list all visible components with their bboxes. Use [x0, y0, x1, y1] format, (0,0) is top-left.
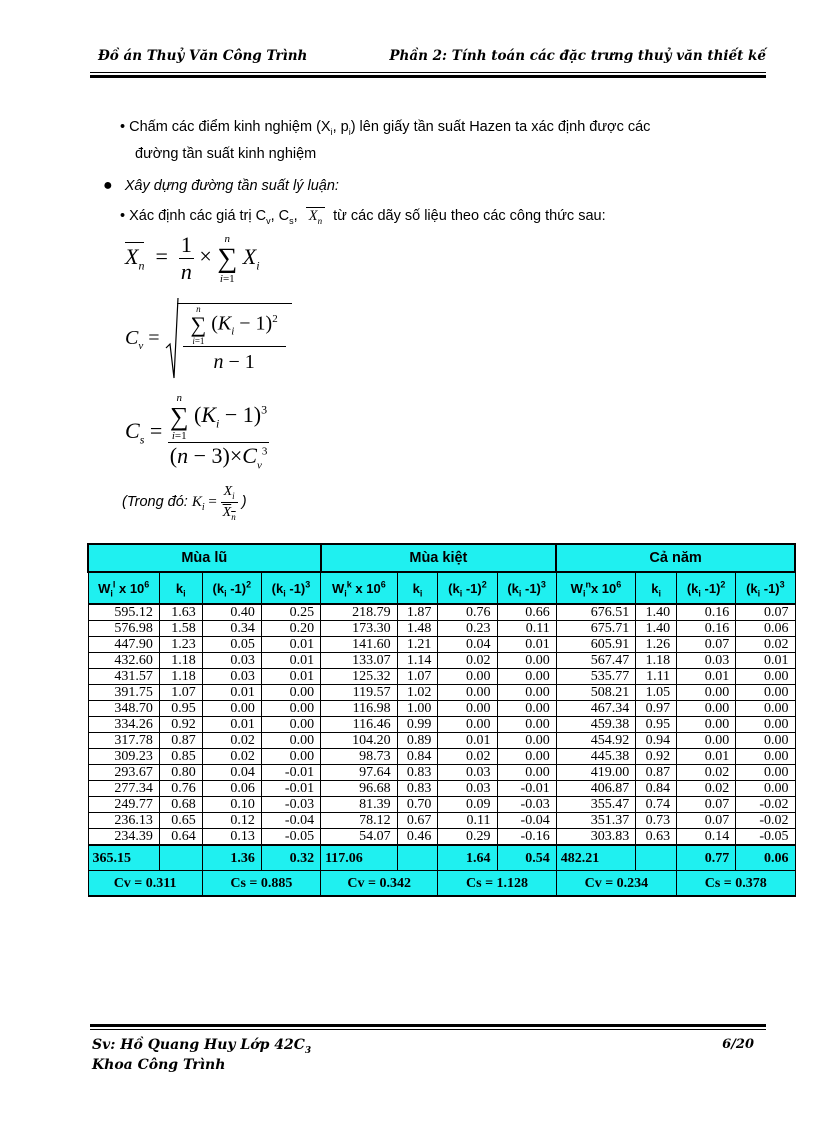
table-cell: 0.01 [261, 669, 320, 685]
table-cell: 0.07 [677, 813, 736, 829]
sum-cell: 1.36 [202, 845, 261, 871]
table-cell: 0.01 [261, 653, 320, 669]
table-cell: 0.01 [736, 653, 795, 669]
table-cell: 0.23 [438, 621, 497, 637]
table-cell: 0.87 [159, 733, 202, 749]
table-cell: 0.00 [497, 765, 556, 781]
sum-cell [397, 845, 438, 871]
table-cell: 0.16 [677, 604, 736, 621]
bullet-empirical-line2: đường tần suất kinh nghiệm [135, 146, 317, 162]
table-cell: 0.05 [202, 637, 261, 653]
table-cell: 675.71 [556, 621, 636, 637]
sum-cell: 482.21 [556, 845, 636, 871]
table-cell: 317.78 [88, 733, 159, 749]
table-cell: 0.85 [159, 749, 202, 765]
table-cell: 1.58 [159, 621, 202, 637]
table-cell: 173.30 [321, 621, 398, 637]
table-cell: 0.01 [677, 749, 736, 765]
table-cell: 351.37 [556, 813, 636, 829]
col-wl: $W_i^l$ x $10^6$ [88, 572, 159, 604]
table-cell: 1.40 [636, 621, 677, 637]
table-cell: 334.26 [88, 717, 159, 733]
table-cell: 0.95 [636, 717, 677, 733]
table-cell: 0.01 [438, 733, 497, 749]
table-cell: 0.00 [261, 749, 320, 765]
table-cell: 0.01 [261, 637, 320, 653]
table-cell: 293.67 [88, 765, 159, 781]
table-group-header [88, 544, 795, 572]
table-cell: 0.20 [261, 621, 320, 637]
table-cell: -0.16 [497, 829, 556, 846]
sum-cell: 0.32 [261, 845, 320, 871]
table-cell: 0.00 [497, 653, 556, 669]
header-left: Đồ án Thuỷ Văn Công Trình [98, 48, 308, 64]
table-cell: 0.01 [202, 717, 261, 733]
table-cell: 0.00 [736, 765, 795, 781]
statistics-table [87, 543, 796, 897]
table-cell: 0.76 [159, 781, 202, 797]
table-cell: 1.07 [159, 685, 202, 701]
table-cell: 0.11 [438, 813, 497, 829]
table-cell: 0.02 [202, 749, 261, 765]
col-k-sq: ($k_i$ -1)$^2$ [202, 572, 261, 604]
table-row [88, 669, 795, 685]
table-cell: 97.64 [321, 765, 398, 781]
table-cell: 0.67 [397, 813, 438, 829]
table-cell: 0.00 [736, 701, 795, 717]
table-cell: 0.07 [677, 797, 736, 813]
header-right: Phần 2: Tính toán các đặc trưng thuỷ văn thiết kế [389, 48, 766, 64]
table-cell: 0.06 [202, 781, 261, 797]
table-row [88, 621, 795, 637]
table-cell: 81.39 [321, 797, 398, 813]
table-cell: 0.00 [497, 701, 556, 717]
table-cell: 1.05 [636, 685, 677, 701]
table-cell: 0.00 [261, 685, 320, 701]
table-cell: 104.20 [321, 733, 398, 749]
table-cell: 0.00 [677, 685, 736, 701]
table-cell: 348.70 [88, 701, 159, 717]
table-cell: 0.02 [438, 653, 497, 669]
table-cell: 116.46 [321, 717, 398, 733]
table-cell: 309.23 [88, 749, 159, 765]
table-cell: 0.00 [438, 669, 497, 685]
table-cell: 0.00 [202, 701, 261, 717]
table-cell: 0.11 [497, 621, 556, 637]
table-cell: 0.01 [202, 685, 261, 701]
table-cell: 1.00 [397, 701, 438, 717]
table-cell: 605.91 [556, 637, 636, 653]
table-cell: 419.00 [556, 765, 636, 781]
sum-cell: 1.64 [438, 845, 497, 871]
page-number: 6/20 [722, 1037, 754, 1052]
table-cell: 0.00 [736, 717, 795, 733]
bullet-dot-icon: ● [103, 177, 113, 194]
table-cell: 96.68 [321, 781, 398, 797]
table-sum-row [88, 845, 795, 871]
table-cell: 567.47 [556, 653, 636, 669]
table-cell: 1.26 [636, 637, 677, 653]
table-cell: 0.02 [736, 637, 795, 653]
table-cell: 0.80 [159, 765, 202, 781]
group-dry-season: Mùa kiệt [321, 544, 557, 572]
table-cell: 1.63 [159, 604, 202, 621]
table-cell: -0.05 [261, 829, 320, 846]
table-cell: 0.07 [736, 604, 795, 621]
table-body [88, 604, 795, 845]
table-cell: 0.94 [636, 733, 677, 749]
table-cell: 0.00 [677, 717, 736, 733]
table-cell: 0.29 [438, 829, 497, 846]
table-cell: 0.00 [736, 781, 795, 797]
col-k: $k_i$ [636, 572, 677, 604]
table-cell: 0.83 [397, 781, 438, 797]
table-cell: 0.64 [159, 829, 202, 846]
table-cell: 0.89 [397, 733, 438, 749]
table-cell: 1.18 [636, 653, 677, 669]
table-cell: 0.00 [677, 701, 736, 717]
footer-author: Sv: Hồ Quang Huy Lớp $42C_3$ [92, 1037, 312, 1056]
sum-cell [636, 845, 677, 871]
table-cell: 141.60 [321, 637, 398, 653]
table-row [88, 829, 795, 846]
table-cell: 355.47 [556, 797, 636, 813]
table-row [88, 685, 795, 701]
table-row [88, 781, 795, 797]
table-cell: 459.38 [556, 717, 636, 733]
table-column-header [88, 572, 795, 604]
formula-note: (Trong đó: $K_i$ = $\frac{X_i}{X_n}$ ) [122, 484, 247, 522]
col-k-sq: ($k_i$ -1)$^2$ [438, 572, 497, 604]
table-cell: 0.02 [202, 733, 261, 749]
table-cell: 125.32 [321, 669, 398, 685]
table-row [88, 813, 795, 829]
table-row [88, 604, 795, 621]
table-cell: 0.02 [677, 781, 736, 797]
col-k: $k_i$ [397, 572, 438, 604]
table-cell: 595.12 [88, 604, 159, 621]
table-cell: 234.39 [88, 829, 159, 846]
table-cell: 0.03 [438, 765, 497, 781]
flood-cs: Cs = 0.885 [202, 871, 320, 897]
table-cell: 78.12 [321, 813, 398, 829]
table-cell: 0.87 [636, 765, 677, 781]
formula-mean: $X_n$ = $\frac{1}{n}$ × n ∑ i=1 $X_i$ [125, 232, 260, 285]
table-cell: 0.04 [438, 637, 497, 653]
table-cell: 0.00 [736, 733, 795, 749]
table-cell: 406.87 [556, 781, 636, 797]
table-cell: -0.02 [736, 797, 795, 813]
table-cell: 576.98 [88, 621, 159, 637]
table-cell: 432.60 [88, 653, 159, 669]
table-cell: 391.75 [88, 685, 159, 701]
table-cell: 0.13 [202, 829, 261, 846]
table-cell: 0.25 [261, 604, 320, 621]
table-cell: -0.05 [736, 829, 795, 846]
table-cell: 0.00 [497, 669, 556, 685]
table-cell: 445.38 [556, 749, 636, 765]
table-cell: 98.73 [321, 749, 398, 765]
table-row [88, 653, 795, 669]
table-cell: -0.03 [261, 797, 320, 813]
table-cell: 54.07 [321, 829, 398, 846]
formula-cv: $C_v$ = n ∑ i=1 $(K_i - 1)^2$ n − 1 [125, 296, 292, 380]
table-cell: 0.12 [202, 813, 261, 829]
header-rule-thin [90, 72, 766, 73]
table-cell: 0.00 [261, 701, 320, 717]
table-cell: 508.21 [556, 685, 636, 701]
table-cell: 0.09 [438, 797, 497, 813]
col-wk: $W_i^k$ x $10^6$ [321, 572, 398, 604]
table-cell: 0.63 [636, 829, 677, 846]
col-k-cube: ($k_i$ -1)$^3$ [261, 572, 320, 604]
table-cell: 236.13 [88, 813, 159, 829]
section-heading: ● Xây dựng đường tần suất lý luận: [103, 177, 339, 194]
table-cell: 1.48 [397, 621, 438, 637]
sum-cell: 365.15 [88, 845, 159, 871]
xn-bar-symbol: $X_n$ [306, 207, 325, 224]
table-cell: 1.23 [159, 637, 202, 653]
table-cell: 0.10 [202, 797, 261, 813]
table-row [88, 637, 795, 653]
table-cell: 676.51 [556, 604, 636, 621]
footer-faculty: Khoa Công Trình [92, 1057, 226, 1073]
table-cell: 0.03 [677, 653, 736, 669]
table-cell: 1.18 [159, 669, 202, 685]
year-cs: Cs = 0.378 [677, 871, 795, 897]
table-cell: 431.57 [88, 669, 159, 685]
table-cell: -0.01 [261, 781, 320, 797]
table-cell: 0.74 [636, 797, 677, 813]
group-flood-season: Mùa lũ [88, 544, 321, 572]
col-k-sq: ($k_i$ -1)$^2$ [677, 572, 736, 604]
table-cell: 1.07 [397, 669, 438, 685]
sum-cell: 0.54 [497, 845, 556, 871]
flood-cv: Cv = 0.311 [88, 871, 202, 897]
col-k-cube: ($k_i$ -1)$^3$ [736, 572, 795, 604]
table-cell: 0.66 [497, 604, 556, 621]
table-cell: 0.00 [438, 685, 497, 701]
table-cell: 1.11 [636, 669, 677, 685]
table-cell: 0.70 [397, 797, 438, 813]
table-cell: -0.03 [497, 797, 556, 813]
footer-rule-thin [90, 1029, 766, 1030]
table-cell: 0.16 [677, 621, 736, 637]
table-cell: 277.34 [88, 781, 159, 797]
table-cell: 1.87 [397, 604, 438, 621]
table-cell: 1.40 [636, 604, 677, 621]
table-cell: 116.98 [321, 701, 398, 717]
table-cell: 0.65 [159, 813, 202, 829]
table-cell: 0.04 [202, 765, 261, 781]
col-wn: $W_i^nx$ $10^6$ [556, 572, 636, 604]
table-cell: 218.79 [321, 604, 398, 621]
table-cell: 0.00 [497, 685, 556, 701]
sum-cell: 117.06 [321, 845, 398, 871]
sum-cell [159, 845, 202, 871]
table-cell: 0.00 [677, 733, 736, 749]
table-cell: 0.83 [397, 765, 438, 781]
table-row [88, 717, 795, 733]
table-cell: -0.01 [261, 765, 320, 781]
table-cell: -0.01 [497, 781, 556, 797]
table-cell: 0.00 [261, 717, 320, 733]
table-cell: -0.04 [261, 813, 320, 829]
table-row [88, 765, 795, 781]
bullet-parameters: • Xác định các giá trị $C_v$, $C_s$, $X_n$ từ các dãy số liệu theo các công thức sau: [120, 208, 606, 226]
table-cell: 1.14 [397, 653, 438, 669]
table-cell: 0.73 [636, 813, 677, 829]
table-cell: 1.02 [397, 685, 438, 701]
table-cell: 0.92 [636, 749, 677, 765]
table-cell: 0.03 [202, 653, 261, 669]
table-cell: 0.14 [677, 829, 736, 846]
table-cell: 447.90 [88, 637, 159, 653]
col-k-cube: ($k_i$ -1)$^3$ [497, 572, 556, 604]
table-cell: 0.01 [677, 669, 736, 685]
table-cell: 454.92 [556, 733, 636, 749]
col-k: $k_i$ [159, 572, 202, 604]
table-cell: 0.99 [397, 717, 438, 733]
table-cell: 0.00 [438, 717, 497, 733]
table-cell: 467.34 [556, 701, 636, 717]
table-cell: 535.77 [556, 669, 636, 685]
dry-cs: Cs = 1.128 [438, 871, 556, 897]
table-cell: 1.18 [159, 653, 202, 669]
table-cell: 133.07 [321, 653, 398, 669]
sum-cell: 0.06 [736, 845, 795, 871]
table-cell: 0.00 [497, 749, 556, 765]
table-cell: 0.40 [202, 604, 261, 621]
page-header [90, 48, 766, 70]
table-cell: 303.83 [556, 829, 636, 846]
table-cell: -0.02 [736, 813, 795, 829]
group-whole-year: Cả năm [556, 544, 795, 572]
table-row [88, 701, 795, 717]
table-row [88, 797, 795, 813]
table-cell: 249.77 [88, 797, 159, 813]
table-cell: 0.00 [736, 669, 795, 685]
table-cell: 0.92 [159, 717, 202, 733]
table-cell: 0.00 [438, 701, 497, 717]
year-cv: Cv = 0.234 [556, 871, 676, 897]
table-cell: 0.00 [497, 733, 556, 749]
table-cell: 0.02 [438, 749, 497, 765]
table-cell: 1.21 [397, 637, 438, 653]
table-cell: 0.00 [736, 685, 795, 701]
table-cell: 0.03 [202, 669, 261, 685]
footer-rule-thick [90, 1024, 766, 1027]
header-rule-thick [90, 75, 766, 78]
sum-cell: 0.77 [677, 845, 736, 871]
table-cell: 0.34 [202, 621, 261, 637]
bullet-empirical-points: • Chấm các điểm kinh nghiệm ($X_i$, $p_i$) lên giấy tần suất Hazen ta xác định được các [120, 119, 651, 137]
table-cell: 0.76 [438, 604, 497, 621]
table-cell: 0.00 [261, 733, 320, 749]
table-cell: 119.57 [321, 685, 398, 701]
table-cell: 0.84 [636, 781, 677, 797]
dry-cv: Cv = 0.342 [321, 871, 438, 897]
table-cell: 0.00 [736, 749, 795, 765]
table-cell: 0.03 [438, 781, 497, 797]
table-row [88, 733, 795, 749]
table-cell: 0.95 [159, 701, 202, 717]
table-cell: 0.46 [397, 829, 438, 846]
table-cell: 0.97 [636, 701, 677, 717]
formula-cs: $C_s$ = n ∑ i=1 $(K_i - 1)^3$ $(n - 3)\times C_v^3$ [125, 392, 268, 472]
table-cell: 0.07 [677, 637, 736, 653]
table-cell: 0.00 [497, 717, 556, 733]
table-cell: 0.06 [736, 621, 795, 637]
table-row [88, 749, 795, 765]
table-cell: 0.02 [677, 765, 736, 781]
table-cell: -0.04 [497, 813, 556, 829]
table-coefficient-row [88, 871, 795, 897]
table-cell: 0.01 [497, 637, 556, 653]
table-cell: 0.84 [397, 749, 438, 765]
table-cell: 0.68 [159, 797, 202, 813]
